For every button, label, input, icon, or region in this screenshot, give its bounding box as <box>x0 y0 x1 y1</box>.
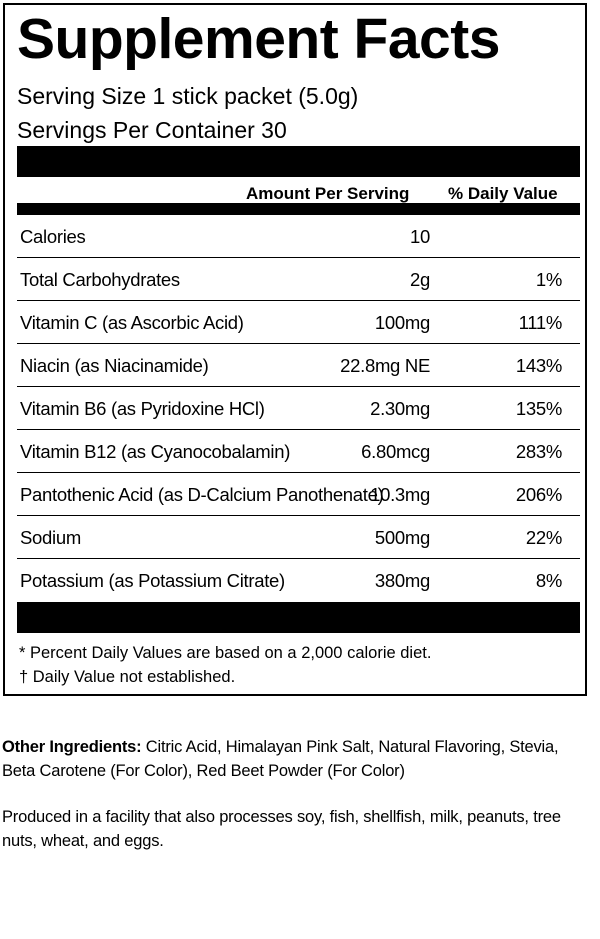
nutrient-amount: 6.80mcg <box>361 441 430 462</box>
nutrient-daily-value: 22% <box>525 527 562 548</box>
thick-divider-bottom <box>17 602 580 633</box>
thick-divider-header <box>17 203 580 215</box>
allergen-statement: Produced in a facility that also processes soy, fish, shellfish, milk, peanuts, tree nuts, wheat, and eggs. <box>2 808 561 850</box>
nutrient-row <box>17 215 580 258</box>
nutrient-amount: 380mg <box>374 570 430 591</box>
nutrient-name: Sodium <box>20 527 81 548</box>
nutrient-daily-value: 8% <box>535 570 562 591</box>
nutrient-row <box>17 559 580 602</box>
servings-per-container: Servings Per Container 30 <box>17 117 287 143</box>
nutrient-name: Vitamin B12 (as Cyanocobalamin) <box>20 441 291 462</box>
nutrient-row <box>17 430 580 473</box>
nutrient-name: Vitamin B6 (as Pyridoxine HCl) <box>20 398 265 419</box>
nutrient-daily-value: 206% <box>515 484 562 505</box>
nutrient-amount: 22.8mg NE <box>340 355 430 376</box>
footnote-dagger: † Daily Value not established. <box>19 668 236 686</box>
other-ingredients <box>2 735 592 783</box>
nutrient-name: Pantothenic Acid (as D-Calcium Panothenate) <box>20 484 384 505</box>
nutrient-amount: 10 <box>410 226 430 247</box>
nutrient-row <box>17 258 580 301</box>
nutrient-amount: 2g <box>410 269 430 290</box>
nutrient-amount: 500mg <box>374 527 430 548</box>
nutrient-daily-value: 143% <box>515 355 562 376</box>
nutrient-row <box>17 473 580 516</box>
label-title: Supplement Facts <box>17 7 500 71</box>
nutrient-name: Total Carbohydrates <box>20 269 180 290</box>
footnote-percent-dv: * Percent Daily Values are based on a 2,000 calorie diet. <box>19 644 432 662</box>
nutrient-amount: 10.3mg <box>370 484 430 505</box>
other-ingredients-text: Citric Acid, Himalayan Pink Salt, Natural Flavoring, Stevia, Beta Carotene (For Color), Red Beet Powder (For Color) <box>2 738 559 780</box>
supplement-facts-panel <box>3 3 587 696</box>
column-header-daily-value: % Daily Value <box>448 184 558 203</box>
thick-divider-top <box>17 146 580 177</box>
column-header-amount: Amount Per Serving <box>246 184 410 203</box>
nutrient-name: Niacin (as Niacinamide) <box>20 355 209 376</box>
nutrient-daily-value: 283% <box>515 441 562 462</box>
nutrient-row <box>17 301 580 344</box>
serving-size: Serving Size 1 stick packet (5.0g) <box>17 83 359 109</box>
nutrient-daily-value: 111% <box>518 312 562 333</box>
nutrient-name: Calories <box>20 226 86 247</box>
nutrient-row <box>17 516 580 559</box>
nutrient-daily-value: 1% <box>535 269 562 290</box>
nutrient-row <box>17 344 580 387</box>
nutrient-name: Vitamin C (as Ascorbic Acid) <box>20 312 244 333</box>
nutrient-daily-value: 135% <box>515 398 562 419</box>
nutrient-amount: 100mg <box>374 312 430 333</box>
nutrient-amount: 2.30mg <box>370 398 430 419</box>
nutrient-name: Potassium (as Potassium Citrate) <box>20 570 285 591</box>
other-ingredients-heading: Other Ingredients: <box>2 738 142 756</box>
nutrient-row <box>17 387 580 430</box>
